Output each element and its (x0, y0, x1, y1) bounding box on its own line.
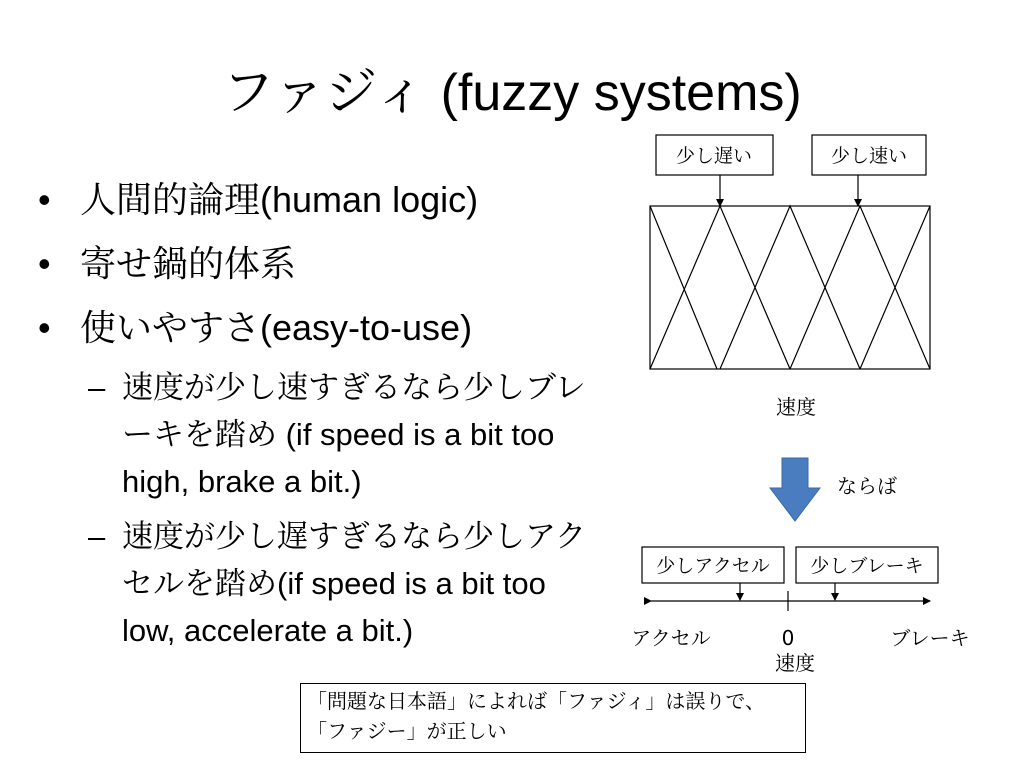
note-box (300, 683, 806, 753)
then-label: ならば (837, 474, 897, 498)
membership-fn-2 (650, 206, 790, 369)
axis-zero-caption: 速度 (775, 651, 815, 675)
sub-bullet-jp: 速度が少し遅すぎるなら少しアクセルを踏め (122, 519, 587, 601)
membership-functions (650, 206, 930, 369)
membership-fn-3 (720, 206, 860, 369)
sub-bullet-jp: 速度が少し速すぎるなら少しブレーキを踏め (122, 370, 586, 452)
sub-bullet-en: (if speed is a bit too high, brake a bit.) (122, 417, 555, 499)
bullet-marker: • (38, 179, 51, 220)
sub-bullet-marker: – (88, 519, 106, 554)
label-slow: 少し遅い (675, 145, 753, 167)
label-accel: 少しアクセル (656, 555, 770, 577)
sub-bullet-marker: – (88, 370, 106, 405)
axis-right-end-label: ブレーキ (890, 626, 970, 650)
note-line-1: 「問題な日本語」によれば「ファジィ」は誤りで、 (307, 691, 765, 713)
bullet-text: 人間的論理(human logic) (80, 179, 479, 220)
axis-zero-label: 0 (781, 626, 795, 650)
axis-left-end-label: アクセル (631, 626, 711, 650)
slide-title: ファジィ (fuzzy systems) (222, 64, 802, 122)
axis-label-speed: 速度 (776, 395, 816, 419)
membership-frame (650, 206, 930, 369)
down-arrow-icon (770, 458, 820, 521)
sub-bullet-en: (if speed is a bit too low, accelerate a bit.) (122, 566, 546, 648)
bullet-text: 使いやすさ(easy-to-use) (80, 307, 473, 348)
membership-fn-4 (790, 206, 930, 369)
bullet-marker: • (38, 243, 51, 284)
label-brake: 少しブレーキ (810, 555, 924, 577)
label-fast: 少し速い (830, 145, 908, 167)
bullet-text: 寄せ鍋的体系 (80, 243, 297, 284)
note-line-2: 「ファジー」が正しい (307, 721, 507, 743)
bullet-marker: • (38, 307, 51, 348)
